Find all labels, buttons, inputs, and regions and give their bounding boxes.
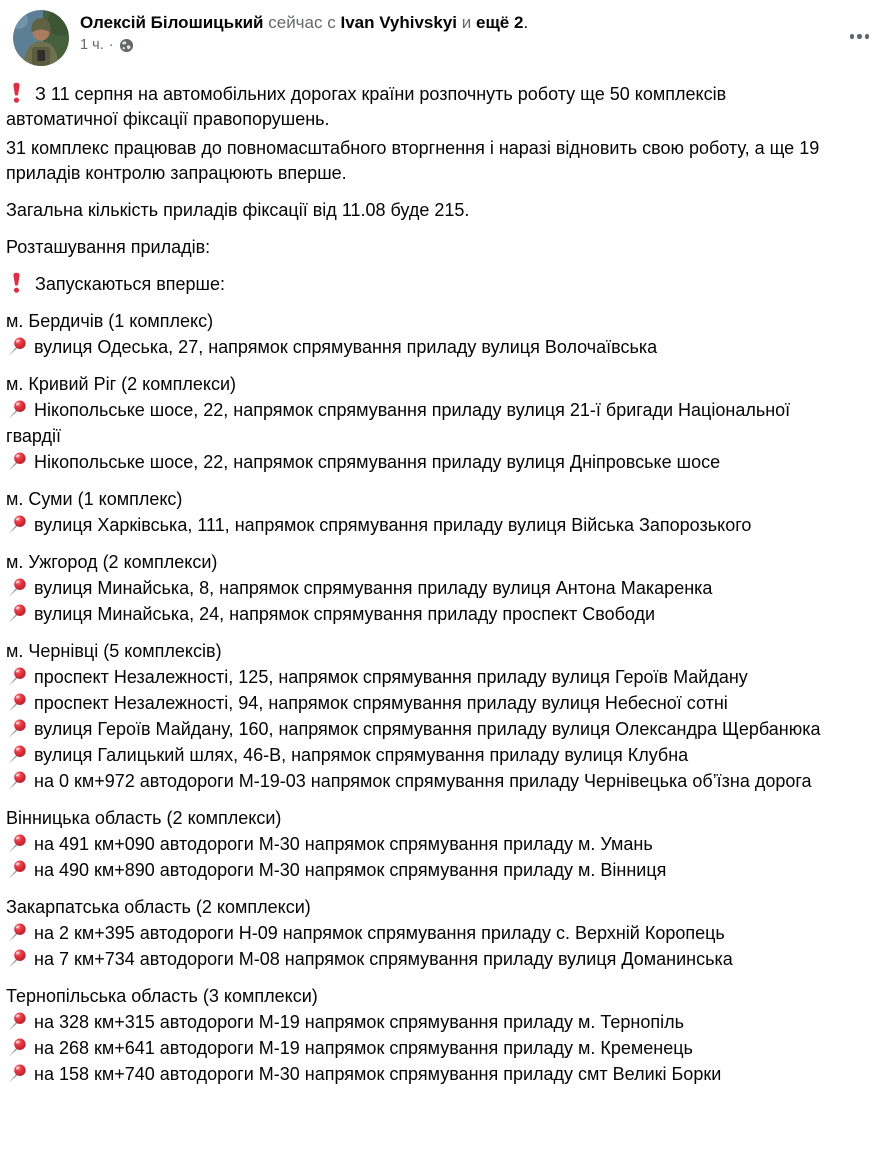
location-text: вулиця Одеська, 27, напрямок спрямування приладу вулиця Волочаївська — [34, 337, 658, 357]
pushpin-icon — [6, 859, 27, 880]
location-text: проспект Незалежності, 94, напрямок спрямування приладу вулиця Небесної сотні — [34, 693, 728, 713]
camera-location-item — [6, 601, 832, 627]
avatar[interactable] — [13, 10, 69, 66]
dot — [850, 34, 855, 39]
location-heading-text: м. Чернівці (5 комплексів) — [6, 641, 222, 661]
pushpin-icon — [6, 1037, 27, 1058]
with-label: сейчас с — [268, 13, 336, 32]
pushpin-icon — [6, 1011, 27, 1032]
camera-location-item — [6, 716, 832, 742]
dot — [857, 34, 862, 39]
location-text: на 0 км+972 автодороги М-19-03 напрямок спрямування приладу Чернівецька об’їзна дорога — [34, 771, 812, 791]
post-paragraph — [6, 198, 832, 223]
paragraph-text: З 11 серпня на автомобільних дорогах країни розпочнуть роботу ще 50 комплексів автоматичної фіксації правопорушень. — [6, 84, 727, 129]
pushpin-icon — [6, 451, 27, 472]
post-paragraph — [6, 136, 832, 186]
location-heading — [6, 550, 832, 575]
tagged-name[interactable]: Ivan Vyhivskyi — [340, 13, 458, 32]
header-text — [80, 10, 528, 53]
location-text: на 7 км+734 автодороги М-08 напрямок спрямування приладу вулиця Доманинська — [34, 949, 733, 969]
post-paragraph — [6, 272, 832, 297]
location-text: на 328 км+315 автодороги М-19 напрямок спрямування приладу м. Тернопіль — [34, 1012, 684, 1032]
pushpin-icon — [6, 770, 27, 791]
exclamation-icon — [10, 272, 23, 293]
location-text: вулиця Минайська, 24, напрямок спрямування приладу проспект Свободи — [34, 604, 656, 624]
location-group — [6, 309, 832, 360]
dot — [865, 34, 870, 39]
camera-location-item — [6, 946, 832, 972]
camera-location-item — [6, 512, 832, 538]
camera-location-item — [6, 1035, 832, 1061]
post-header — [0, 0, 893, 66]
pushpin-icon — [6, 692, 27, 713]
more-options-button[interactable] — [844, 24, 876, 49]
exclamation-icon — [10, 82, 23, 103]
post-body — [6, 82, 832, 1087]
camera-location-item — [6, 831, 832, 857]
timestamp[interactable]: 1 ч. — [80, 37, 104, 53]
pushpin-icon — [6, 514, 27, 535]
location-text: проспект Незалежності, 125, напрямок спрямування приладу вулиця Героїв Майдану — [34, 667, 748, 687]
byline — [80, 11, 528, 34]
location-text: вулиця Героїв Майдану, 160, напрямок спрямування приладу вулиця Олександра Щербанюка — [34, 719, 821, 739]
location-heading-text: Вінницька область (2 комплекси) — [6, 808, 282, 828]
camera-location-item — [6, 690, 832, 716]
pushpin-icon — [6, 948, 27, 969]
camera-location-item — [6, 334, 832, 360]
camera-location-item — [6, 768, 832, 794]
camera-location-item — [6, 857, 832, 883]
location-heading-text: Закарпатська область (2 комплекси) — [6, 897, 311, 917]
location-heading-text: Тернопільська область (3 комплекси) — [6, 986, 318, 1006]
pushpin-icon — [6, 718, 27, 739]
globe-privacy-icon — [119, 38, 134, 53]
location-text: Нікопольське шосе, 22, напрямок спрямування приладу вулиця 21-ї бригади Національної гвардії — [6, 400, 791, 446]
location-heading — [6, 639, 832, 664]
pushpin-icon — [6, 1063, 27, 1084]
post-paragraph — [6, 235, 832, 260]
camera-location-item — [6, 742, 832, 768]
location-text: Нікопольське шосе, 22, напрямок спрямування приладу вулиця Дніпровське шосе — [34, 452, 721, 472]
pushpin-icon — [6, 744, 27, 765]
location-text: вулиця Галицький шлях, 46-В, напрямок спрямування приладу вулиця Клубна — [34, 745, 689, 765]
others-count[interactable]: ещё 2 — [476, 13, 524, 32]
and-label: и — [461, 13, 472, 32]
location-heading-text: м. Ужгород (2 комплекси) — [6, 552, 218, 572]
location-text: вулиця Минайська, 8, напрямок спрямування приладу вулиця Антона Макаренка — [34, 578, 713, 598]
meta-separator: · — [108, 37, 114, 53]
location-text: вулиця Харківська, 111, напрямок спрямування приладу вулиця Війська Запорозького — [34, 515, 752, 535]
camera-location-item — [6, 1009, 832, 1035]
camera-location-item — [6, 397, 832, 449]
location-group — [6, 984, 832, 1087]
pushpin-icon — [6, 833, 27, 854]
location-heading — [6, 806, 832, 831]
location-group — [6, 806, 832, 883]
location-heading — [6, 487, 832, 512]
location-heading — [6, 372, 832, 397]
paragraph-text: Запускаються вперше: — [35, 274, 225, 294]
paragraph-text: 31 комплекс працював до повномасштабного вторгнення і наразі відновить свою роботу, а ще 19 приладів контролю запрацюють вперше. — [6, 138, 820, 183]
camera-location-item — [6, 920, 832, 946]
pushpin-icon — [6, 577, 27, 598]
location-heading — [6, 984, 832, 1009]
location-text: на 2 км+395 автодороги Н-09 напрямок спрямування приладу с. Верхній Коропець — [34, 923, 725, 943]
location-group — [6, 639, 832, 794]
location-heading-text: м. Кривий Ріг (2 комплекси) — [6, 374, 237, 394]
location-group — [6, 487, 832, 538]
paragraph-text: Загальна кількість приладів фіксації від 11.08 буде 215. — [6, 200, 470, 220]
camera-location-item — [6, 449, 832, 475]
location-group — [6, 895, 832, 972]
location-text: на 490 км+890 автодороги М-30 напрямок спрямування приладу м. Вінниця — [34, 860, 667, 880]
pushpin-icon — [6, 399, 27, 420]
location-heading-text: м. Бердичів (1 комплекс) — [6, 311, 214, 331]
location-group — [6, 550, 832, 627]
camera-location-item — [6, 1061, 832, 1087]
pushpin-icon — [6, 336, 27, 357]
camera-location-item — [6, 664, 832, 690]
location-group — [6, 372, 832, 475]
camera-location-item — [6, 575, 832, 601]
paragraph-text: Розташування приладів: — [6, 237, 211, 257]
pushpin-icon — [6, 603, 27, 624]
post-paragraph — [6, 82, 832, 132]
location-text: на 158 км+740 автодороги М-30 напрямок спрямування приладу смт Великі Борки — [34, 1064, 722, 1084]
pushpin-icon — [6, 666, 27, 687]
location-text: на 491 км+090 автодороги М-30 напрямок спрямування приладу м. Умань — [34, 834, 653, 854]
location-text: на 268 км+641 автодороги М-19 напрямок спрямування приладу м. Кременець — [34, 1038, 693, 1058]
pushpin-icon — [6, 922, 27, 943]
byline-period: . — [523, 13, 529, 32]
location-heading — [6, 309, 832, 334]
post-meta — [80, 37, 528, 53]
location-heading-text: м. Суми (1 комплекс) — [6, 489, 183, 509]
author-name[interactable]: Олексій Білошицький — [80, 13, 264, 32]
profile-photo — [13, 10, 69, 66]
location-heading — [6, 895, 832, 920]
